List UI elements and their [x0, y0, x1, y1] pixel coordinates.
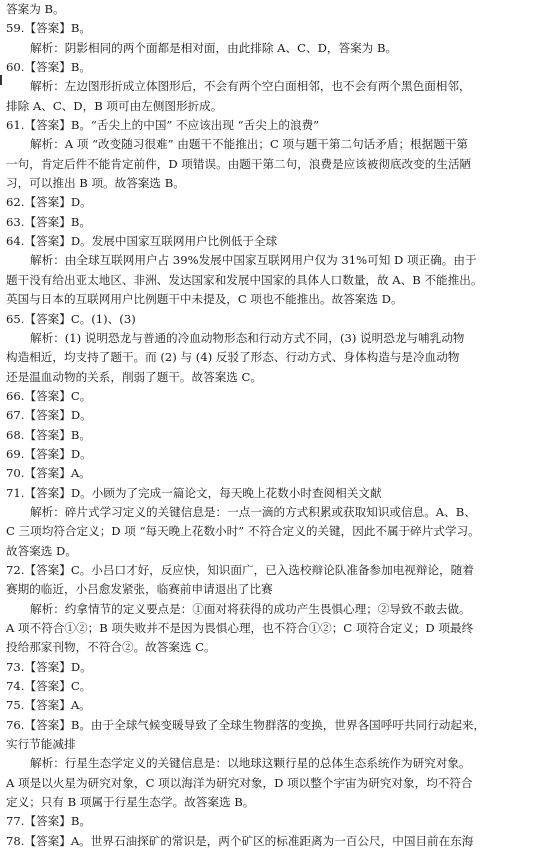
answer-line: 75.【答案】A。 [6, 698, 91, 713]
explanation-line: 解析：约拿情节的定义要点是：①面对将获得的成功产生畏惧心理；②导致不敢去做。 [30, 601, 471, 616]
answer-line: 59.【答案】B。 [6, 21, 91, 36]
answer-line: 69.【答案】D。 [6, 446, 92, 461]
answer-line: 64.【答案】D。发展中国家互联网用户比例低于全球 [6, 234, 278, 249]
answer-line: 英国与日本的互联网用户比例题干中未提及，C 项也不能推出。故答案选 D。 [6, 292, 403, 307]
explanation-line: 解析：左边图形折成立体图形后，不会有两个空白面相邻，也不会有两个黑色面相邻， [30, 79, 471, 94]
answer-line: 66.【答案】C。 [6, 388, 92, 403]
answer-line: C 三项均符合定义；D 项 “每天晚上花数小时” 不符合定义的关键，因此不属于碎片式学习。 [6, 524, 480, 539]
explanation-line: 解析：由全球互联网用户占 39%发展中国家互联网用户仅为 31%可知 D 项正确。由于 [30, 253, 477, 268]
explanation-line: 解析：A 项 “改变随习很难” 由题干不能推出；C 项与题干第二句话矛盾；根据题干第 [30, 137, 469, 152]
answer-line: 定义；只有 B 项属于行星生态学。故答案选 B。 [6, 795, 255, 810]
answer-line: 实行节能减排 [6, 737, 76, 752]
answer-line: 71.【答案】D。小顾为了完成一篇论文，每天晚上花数小时查阅相关文献 [6, 485, 382, 500]
answer-line: 排除 A、C、D，B 项可由左侧图形折成。 [6, 98, 223, 113]
answer-line: 77.【答案】B。 [6, 814, 91, 829]
answer-line: 68.【答案】B。 [6, 427, 91, 442]
answer-document [6, 0, 542, 851]
answer-line: 67.【答案】D。 [6, 408, 92, 423]
answer-line: 故答案选 D。 [6, 543, 77, 558]
explanation-line: 解析：(1) 说明恐龙与普通的冷血动物形态和行动方式不同，(3) 说明恐龙与哺乳动物 [30, 330, 465, 345]
answer-line: 构造相近，均支持了题干。而 (2) 与 (4) 反驳了形态、行动方式、身体构造与是冷血动物 [6, 350, 460, 365]
answer-line: 63.【答案】B。 [6, 214, 91, 229]
answer-line: 62.【答案】D。 [6, 195, 92, 210]
answer-line: 投给那家刊物，不符合②。故答案选 C。 [6, 640, 216, 655]
explanation-line: 解析：碎片式学习定义的关键信息是：一点一滴的方式积累或获取知识或信息。A、B、 [30, 504, 476, 519]
answer-line: 76.【答案】B。由于全球气候变暖导致了全球生物群落的变换，世界各国呼吁共同行动起来， [6, 717, 486, 732]
answer-line: 72.【答案】C。小吕口才好，反应快，知识面广，已入选校辩论队准备参加电视辩论，随着 [6, 562, 474, 577]
answer-line: 赛期的临近，小吕愈发紧张，临赛前申请退出了比赛 [6, 582, 273, 597]
answer-line: 一句，肯定后件不能肯定前件，D 项错误。由题干第二句，浪费是应该被彻底改变的生活陋 [6, 156, 472, 171]
answer-line: 78.【答案】A。世界石油探矿的常识是，两个矿区的标准距离为一百公尺，中国目前在东海 [6, 833, 474, 848]
answer-line: 61.【答案】B。“舌尖上的中国” 不应该出现 “舌尖上的浪费” [6, 118, 320, 133]
answer-line: 60.【答案】B。 [6, 60, 91, 75]
answer-line: 答案为 B。 [6, 2, 65, 16]
answer-line: 还是温血动物的关系，削弱了题干。故答案选 C。 [6, 369, 263, 384]
answer-line: 习，可以推出 B 项。故答案选 B。 [6, 176, 185, 191]
answer-line: 65.【答案】C。(1)、(3) [6, 311, 136, 326]
margin-mark [0, 75, 2, 85]
answer-line: 74.【答案】C。 [6, 679, 92, 694]
answer-line: A 项不符合①②；B 项失败并不是因为畏惧心理，也不符合①②；C 项符合定义；D 项最终 [6, 621, 474, 635]
answer-line: 70.【答案】A。 [6, 466, 91, 481]
explanation-line: 解析：阴影相同的两个面都是相对面，由此排除 A、C、D，答案为 B。 [30, 40, 398, 55]
explanation-line: 解析：行星生态学定义的关键信息是：以地球这颗行星的总体生态系统作为研究对象。 [30, 756, 471, 771]
answer-line: 题干没有给出亚太地区、非洲、发达国家和发展中国家的具体人口数量，故 A、B 不能推出。 [6, 272, 483, 287]
answer-line: A 项是以火星为研究对象，C 项以海洋为研究对象，D 项以整个宇宙为研究对象，均不符合 [6, 775, 473, 790]
answer-line: 73.【答案】D。 [6, 659, 92, 674]
